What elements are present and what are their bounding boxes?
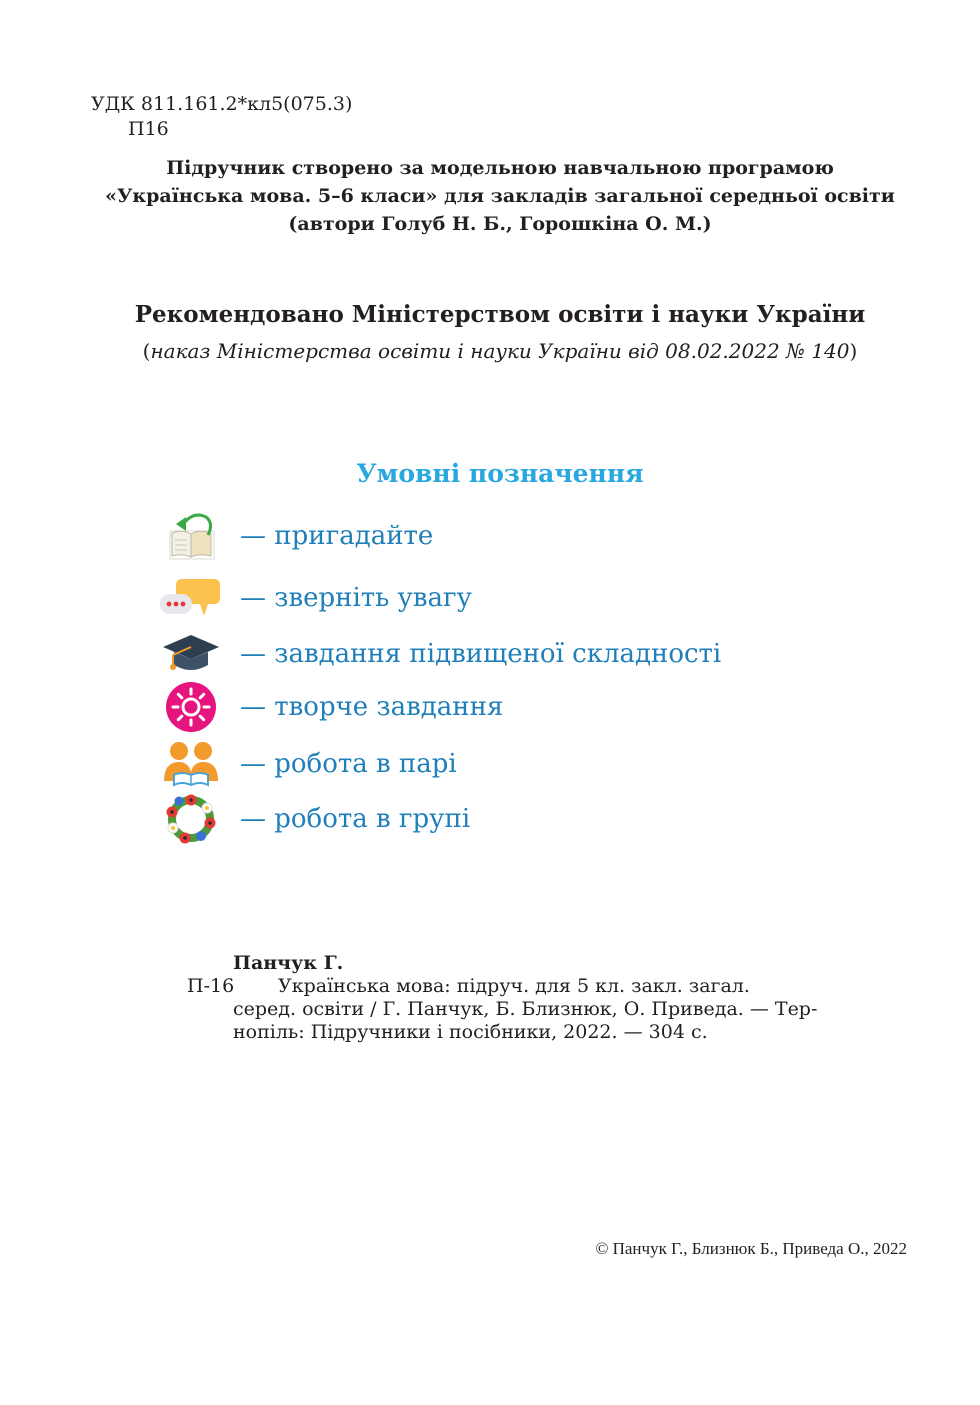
- legend-item-creative: [160, 679, 503, 735]
- biblio-line: Українська мова: підруч. для 5 кл. закл. загал.: [278, 975, 750, 997]
- speech-bubbles-icon: [160, 570, 222, 626]
- program-note-line: Підручник створено за модельною навчальною програмою: [166, 157, 834, 179]
- legend-title: Умовні позначення: [356, 459, 644, 488]
- flower-wreath-icon: [160, 791, 222, 847]
- order-open-paren: (: [142, 339, 151, 363]
- legend-label: — зверніть увагу: [240, 583, 472, 613]
- biblio-code: П-16: [187, 975, 235, 997]
- legend-item-pair: [160, 736, 457, 792]
- recommendation-title: Рекомендовано Міністерством освіти і науки України: [134, 301, 866, 328]
- program-note-line: «Українська мова. 5–6 класи» для закладів загальної середньої освіти: [105, 185, 895, 207]
- order-text: наказ Міністерства освіти і науки України від 08.02.2022 № 140: [150, 339, 850, 363]
- legend-label: — пригадайте: [240, 521, 434, 551]
- copyright: © Панчук Г., Близнюк Б., Приведа О., 2022: [595, 1239, 907, 1258]
- legend-item-remember: [160, 508, 433, 564]
- legend-label: — робота в групі: [240, 804, 471, 834]
- program-note-line: (автори Голуб Н. Б., Горошкіна О. М.): [288, 213, 712, 235]
- order-close-paren: ): [849, 339, 858, 363]
- sun-badge-icon: [160, 679, 222, 735]
- order-reference: [0, 337, 980, 365]
- book-arrow-icon: [160, 508, 222, 564]
- biblio-line: серед. освіти / Г. Панчук, Б. Близнюк, О. Приведа. — Тер-: [233, 998, 818, 1020]
- graduation-cap-icon: [160, 626, 222, 682]
- udk-line: УДК 811.161.2*кл5(075.3): [91, 93, 353, 115]
- legend-label: — завдання підвищеної складності: [240, 639, 722, 669]
- legend-item-group: [160, 791, 470, 847]
- pair-people-icon: [160, 736, 222, 792]
- legend-label: — робота в парі: [240, 749, 457, 779]
- program-note: [0, 154, 980, 238]
- udk-code: П16: [128, 118, 169, 140]
- biblio-author: Панчук Г.: [233, 952, 344, 974]
- legend-item-attention: [160, 570, 472, 626]
- legend-label: — творче завдання: [240, 692, 504, 722]
- legend-item-advanced: [160, 626, 721, 682]
- biblio-line: нопіль: Підручники і посібники, 2022. — 304 с.: [233, 1021, 708, 1043]
